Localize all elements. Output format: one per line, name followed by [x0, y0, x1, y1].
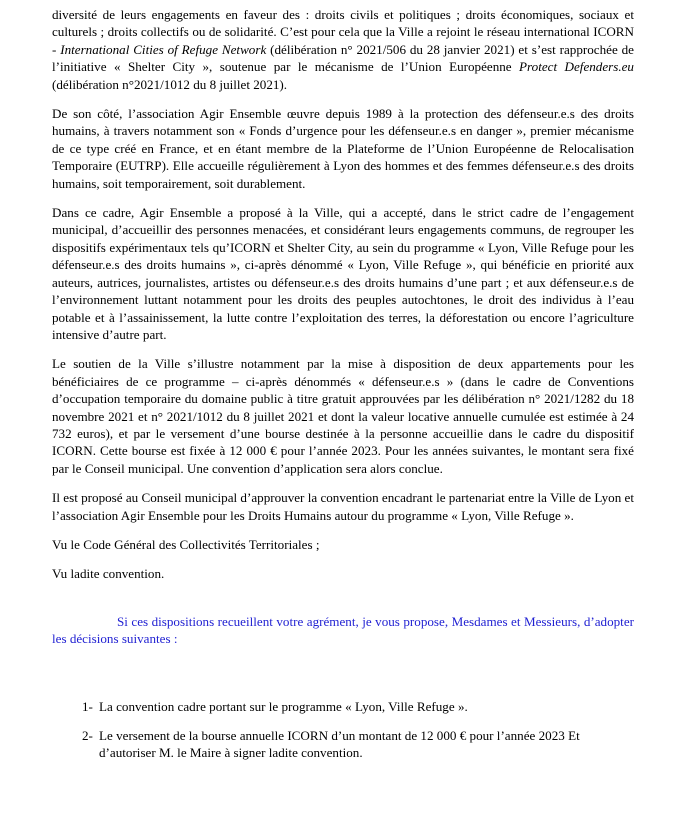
- paragraph-icorn-part-2: International Cities of Refuge Network: [60, 41, 267, 57]
- decision-number: 1-: [82, 698, 93, 714]
- decision-item: [52, 698, 634, 715]
- paragraph-vu-convention-text: Vu ladite convention.: [52, 566, 165, 582]
- paragraph-proposition-text: Il est proposé au Conseil municipal d’approuver la convention encadrant le partenariat entre la Ville de Lyon et l’association Agir Ensemble pour les Droits Humains autour du programme « Lyon, Ville Refuge ».: [52, 490, 634, 523]
- paragraph-vu-convention: [52, 565, 634, 582]
- paragraph-icorn: [52, 6, 634, 93]
- decision-list: [52, 698, 634, 762]
- decision-text: Le versement de la bourse annuelle ICORN d’un montant de 12 000 € pour l’année 2023 Et d’autoriser M. le Maire à signer ladite convention.: [99, 728, 580, 761]
- decision-number: 2-: [82, 728, 93, 743]
- paragraph-vu-code: [52, 536, 634, 553]
- paragraph-soutien-text: Le soutien de la Ville s’illustre notamment par la mise à disposition de deux appartements pour les bénéficiaires de ce programme – ci-après dénommés « défenseur.e.s » (dans le cadre de Conventions d’occupation temporaire du domaine public à titre gratuit approuvées par les délibération n° 2021/1282 du 18 novembre 2021 et n° 2021/1012 du 8 juillet 2021 et dont la valeur locative annuelle cumulée est estimée à 24 732 euros), et par le versement d’une bourse destinée à la personne accueillie dans le cadre du dispositif ICORN. Cette bourse est fixée à 12 000 € pour l’année 2023. Pour les années suivantes, le montant sera fixé par le Conseil municipal. Une convention d’application sera alors conclue.: [52, 356, 634, 476]
- paragraph-vu-code-text: Vu le Code Général des Collectivités Territoriales ;: [52, 536, 320, 552]
- decision-text: La convention cadre portant sur le programme « Lyon, Ville Refuge ».: [99, 698, 468, 714]
- document-page: [52, 6, 634, 774]
- paragraph-icorn-part-1: diversité de leurs engagements en faveur des : droits civils et politiques ; droits économiques, sociaux et culturels ; droits collectifs ou de solidarité. C’est pour cela que la Ville a rejoint le réseau international ICORN -: [52, 7, 634, 57]
- paragraph-icorn-part-5: (délibération n°2021/1012 du 8 juillet 2021).: [52, 76, 288, 92]
- paragraph-cadre-text: Dans ce cadre, Agir Ensemble a proposé à la Ville, qui a accepté, dans le strict cadre de l’engagement municipal, d’accueillir des personnes menacées, et considérant leurs engagements communs, de regrouper les dispositifs expérimentaux tels qu’ICORN et Shelter City, au sein du programme « Lyon, Ville Refuge pour les défenseur.e.s des droits humains », ci-après dénommé « Lyon, Ville Refuge », qui bénéficie en priorité aux auteurs, autrices, journalistes, artistes ou défenseur.e.s des droits humains d’une part ; et aux défenseur.e.s de l’environnement luttant notamment pour les droits des peuples autochtones, le droit des individus à l’eau potable et à l’assainissement, la lutte contre l’exploitation des terres, la déforestation ou encore l’agriculture intensive d’autre part.: [52, 205, 634, 342]
- paragraph-icorn-part-3: (délibération n° 2021/506 du 28 janvier 2021) et s’est rapprochée de l’initiative « Shelter City », soutenue par le mécanisme de l’Union Européenne: [52, 41, 634, 75]
- decision-item: [52, 727, 634, 762]
- paragraph-icorn-part-4: Protect Defenders.eu: [519, 59, 634, 75]
- paragraph-cadre: [52, 204, 634, 343]
- paragraph-agir-ensemble: [52, 105, 634, 192]
- paragraph-soutien: [52, 355, 634, 477]
- paragraph-agir-ensemble-text: De son côté, l’association Agir Ensemble œuvre depuis 1989 à la protection des défenseur.e.s des droits humains, à travers notamment son « Fonds d’urgence pour les défenseur.e.s en danger », premier mécanisme de ce type créé en France, et en étant membre de la Plateforme de l’Union Européenne de Relocalisation Temporaire (EUTRP). Elle accueille régulièrement à Lyon des hommes et des femmes défenseur.e.s des droits humains, soit temporairement, soit durablement.: [52, 106, 634, 191]
- paragraph-proposition: [52, 489, 634, 524]
- decision-intro: Si ces dispositions recueillent votre agrément, je vous propose, Mesdames et Messieurs, d’adopter les décisions suivantes :: [52, 613, 634, 647]
